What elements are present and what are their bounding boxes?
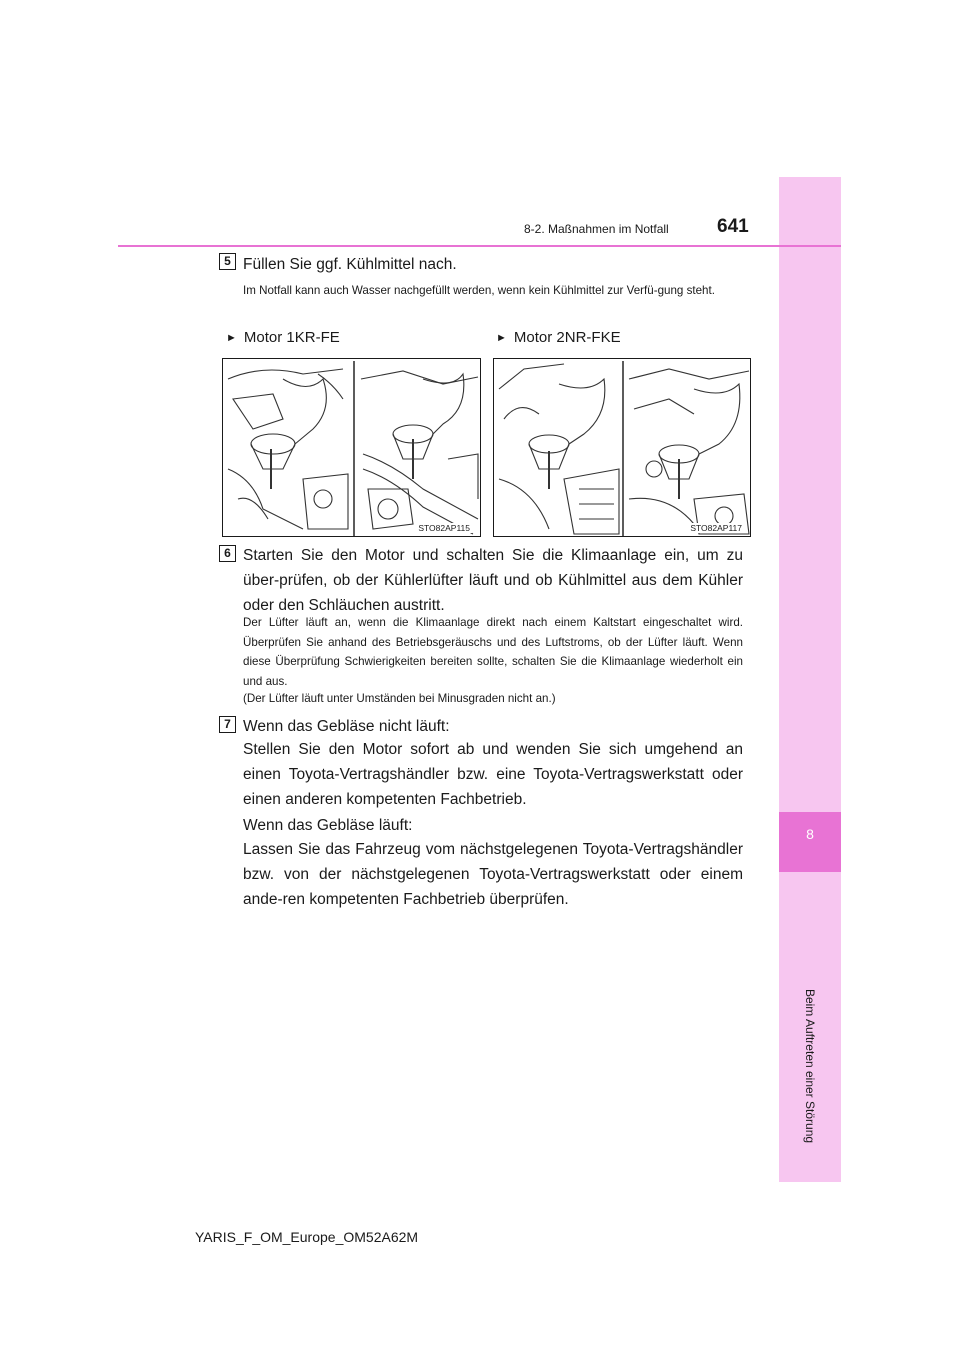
step-number-7: 7 [219,716,236,733]
engine-illustration-drawing [494,359,752,538]
engine-illustration-drawing [223,359,482,538]
engine-illustration-1kr-fe [222,358,481,537]
step-number-6: 6 [219,545,236,562]
step-7-condition-1: Wenn das Gebläse nicht läuft: [243,718,450,735]
figure-label-text: Motor 2NR-FKE [513,329,621,346]
engine-illustration-2nr-fke [493,358,751,537]
document-id: YARIS_F_OM_Europe_OM52A62M [195,1229,419,1245]
step-5-text: Füllen Sie ggf. Kühlmittel nach. [243,256,457,273]
section-title: 8-2. Maßnahmen im Notfall [524,222,669,236]
step-6-note: Der Lüfter läuft an, wenn die Klimaanlage direkt nach einem Kaltstart eingeschaltet wird. Überprüfen Sie anhand des Betriebsgeräuschs und des Luftstroms, ob der Lüfter läuft. Wenn diese Überprüfung Schwierigkeiten bereiten sollte, schalten Sie die Klimaanlage wiederholt ein und aus. [243,616,743,688]
step-6-note-2: (Der Lüfter läuft unter Umständen bei Minusgraden nicht an.) [243,692,556,705]
step-number-5: 5 [219,253,236,270]
step-7-instruction-1: Stellen Sie den Motor sofort ab und wenden Sie sich umgehend an einen Toyota-Vertragshändler bzw. eine Toyota-Vertragswerkstatt oder einen anderen kompetenten Fachbetrieb. [243,741,743,808]
chapter-number: 8 [806,826,814,842]
step-5-note: Im Notfall kann auch Wasser nachgefüllt werden, wenn kein Kühlmittel zur Verfü-gung steht. [243,284,715,297]
chapter-tab-active[interactable] [779,812,841,872]
figure-code: STO82AP117 [690,523,742,533]
header-divider [118,245,841,247]
figure-label-text: Motor 1KR-FE [243,329,340,346]
step-7-condition-2: Wenn das Gebläse läuft: [243,817,413,834]
chapter-title: Beim Auftreten einer Störung [803,988,817,1144]
step-6-text: Starten Sie den Motor und schalten Sie die Klimaanlage ein, um zu über-prüfen, ob der Kühlerlüfter läuft und ob Kühlmittel aus dem Kühler oder den Schläuchen austritt. [243,547,743,614]
page-number: 641 [717,216,749,237]
step-7-instruction-2: Lassen Sie das Fahrzeug vom nächstgelegenen Toyota-Vertragshändler bzw. von der nächstgelegenen Toyota-Vertragswerkstatt oder einem ande-ren kompetenten Fachbetrieb überprüfen. [243,841,743,908]
figure-code: STO82AP115 [418,523,470,533]
triangle-bullet-icon: ► [226,332,237,344]
figure-label-1kr-fe [226,329,340,346]
figure-label-2nr-fke [496,329,621,346]
triangle-bullet-icon: ► [496,332,507,344]
